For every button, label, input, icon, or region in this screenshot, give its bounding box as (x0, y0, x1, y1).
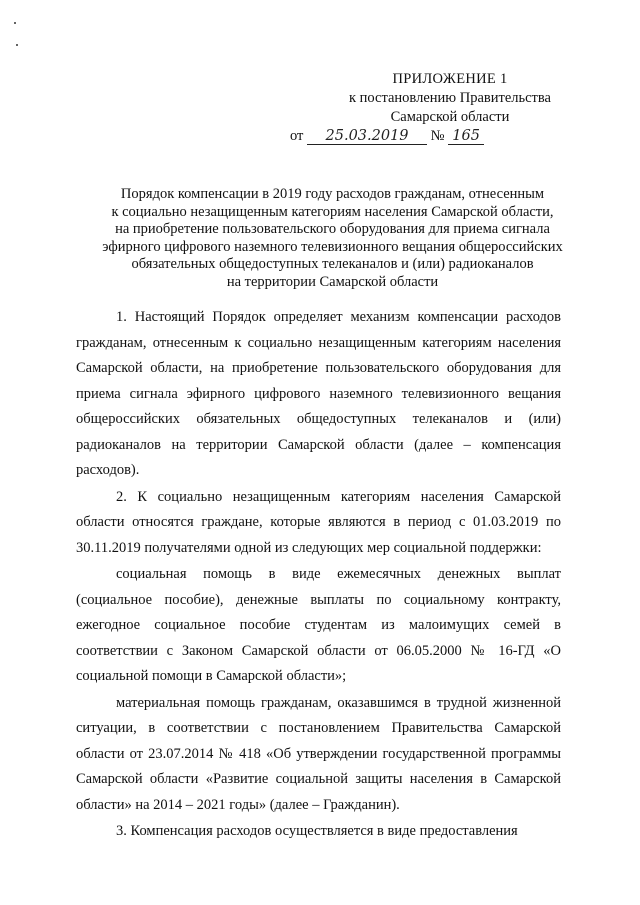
paragraph: материальная помощь гражданам, оказавшимся в трудной жизненной ситуации, в соответствии с постановлением Правительства Самарской области от 23.07.2014 № 418 «Об утверждении государственной программы Самарской области «Развитие социальной защиты населения в Самарской области» на 2014 – 2021 годы» (далее – Гражданин). (76, 694, 561, 813)
scan-speck (16, 44, 18, 46)
appendix-dateline (290, 127, 590, 146)
paragraph: 2. К социально незащищенным категориям населения Самарской области относятся граждане, которые являются в период с 01.03.2019 по 30.11.2019 получателями одной из следующих мер социальной поддержки: (76, 488, 561, 556)
handwritten-number: 165 (448, 129, 484, 145)
title-line: Порядок компенсации в 2019 году расходов гражданам, отнесенным (120, 186, 545, 202)
paragraph: 1. Настоящий Порядок определяет механизм компенсации расходов гражданам, отнесенным к социально незащищенным категориям населения Самарской области, на приобретение пользовательского оборудования для приема сигнала эфирного цифрового наземного телевизионного вещания общероссийских обязательных общедоступных телеканалов и (или) радиоканалов на территории Самарской области (далее – компенсация расходов). (76, 309, 561, 478)
appendix-line: к постановлению Правительства (349, 90, 551, 106)
appendix-header (290, 70, 600, 146)
title-line: обязательных общедоступных телеканалов и (или) радиоканалов (131, 256, 534, 272)
scan-speck (14, 22, 16, 24)
number-label: № (430, 128, 445, 144)
title-line: на территории Самарской области (226, 273, 439, 290)
appendix-title: ПРИЛОЖЕНИЕ 1 (392, 71, 508, 87)
title-line: к социально незащищенным категориям населения Самарской области, (111, 203, 554, 220)
paragraph: социальная помощь в виде ежемесячных денежных выплат (социальное пособие), денежные выплаты по социальному контракту, ежегодное социальное пособие студентам из малоимущих семей в соответствии с Законом Самарской области от 06.05.2000 № 16-ГД «О социальной помощи в Самарской области»; (76, 566, 561, 684)
title-line: на приобретение пользовательского оборудования для приема сигнала (115, 221, 550, 237)
from-label: от (290, 128, 304, 144)
document-body (76, 305, 561, 845)
title-line: эфирного цифрового наземного телевизионного вещания общероссийских (102, 238, 563, 255)
handwritten-date: 25.03.2019 (307, 129, 427, 145)
paragraph: 3. Компенсация расходов осуществляется в виде предоставления (116, 823, 518, 839)
appendix-line: Самарской области (390, 109, 510, 125)
document-title (60, 186, 605, 291)
